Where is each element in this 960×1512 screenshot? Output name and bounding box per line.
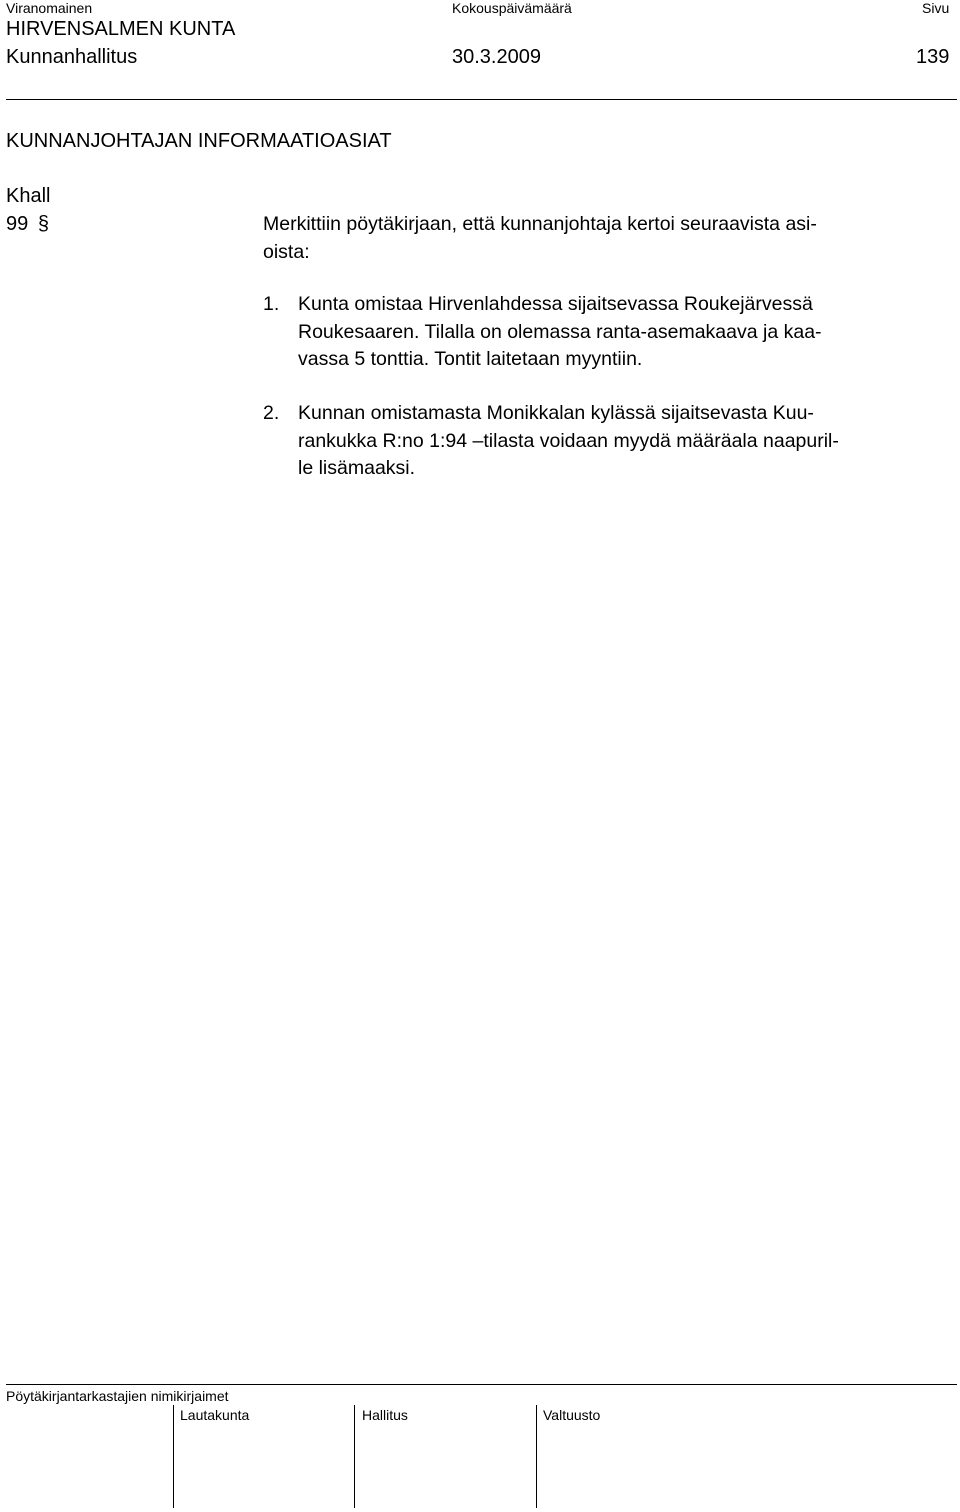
list-item-number: 2. <box>263 402 280 424</box>
item-number-value: 99 <box>6 213 29 235</box>
organization-name: HIRVENSALMEN KUNTA <box>6 18 236 40</box>
list-item-line: Roukesaaren. Tilalla on olemassa ranta-asemakaava ja kaa- <box>298 320 822 343</box>
item-number <box>6 212 49 236</box>
intro-line: oista: <box>263 240 310 263</box>
signature-column-valtuusto: Valtuusto <box>543 1407 601 1423</box>
list-item-line: vassa 5 tonttia. Tontit laitetaan myyntiin. <box>298 348 643 370</box>
list-item-line: Kunta omistaa Hirvenlahdessa sijaitsevassa Roukejärvessä <box>298 293 813 315</box>
meeting-body: Kunnanhallitus <box>6 46 138 68</box>
header-label-date: Kokouspäivämäärä <box>452 0 572 16</box>
list-item-line: le lisämaaksi. <box>298 457 416 479</box>
intro-line: Merkittiin pöytäkirjaan, että kunnanjohtaja kertoi seuraavista asi- <box>263 213 817 235</box>
signature-column-divider <box>536 1405 537 1508</box>
signature-column-hallitus: Hallitus <box>362 1407 408 1423</box>
intro-paragraph <box>263 211 817 266</box>
meeting-date: 30.3.2009 <box>452 46 541 68</box>
list-item <box>298 291 822 374</box>
list-item-line: rankukka R:no 1:94 –tilasta voidaan myydä määräala naapuril- <box>298 429 839 452</box>
header-label-page: Sivu <box>922 0 950 16</box>
signature-column-divider <box>173 1405 174 1508</box>
header-label-official: Viranomainen <box>6 0 93 16</box>
section-symbol: § <box>37 213 49 235</box>
page-number: 139 <box>916 46 950 68</box>
signature-column-divider <box>354 1405 355 1508</box>
section-title: KUNNANJOHTAJAN INFORMAATIOASIAT <box>6 130 392 152</box>
board-abbreviation: Khall <box>6 185 51 207</box>
signature-column-lautakunta: Lautakunta <box>180 1407 250 1423</box>
list-item-line: Kunnan omistamasta Monikkalan kylässä sijaitsevasta Kuu- <box>298 402 814 424</box>
footer-divider <box>6 1384 957 1385</box>
signatures-label: Pöytäkirjantarkastajien nimikirjaimet <box>6 1388 229 1404</box>
list-item-number: 1. <box>263 293 280 315</box>
header-divider <box>6 99 957 100</box>
list-item <box>298 400 839 483</box>
